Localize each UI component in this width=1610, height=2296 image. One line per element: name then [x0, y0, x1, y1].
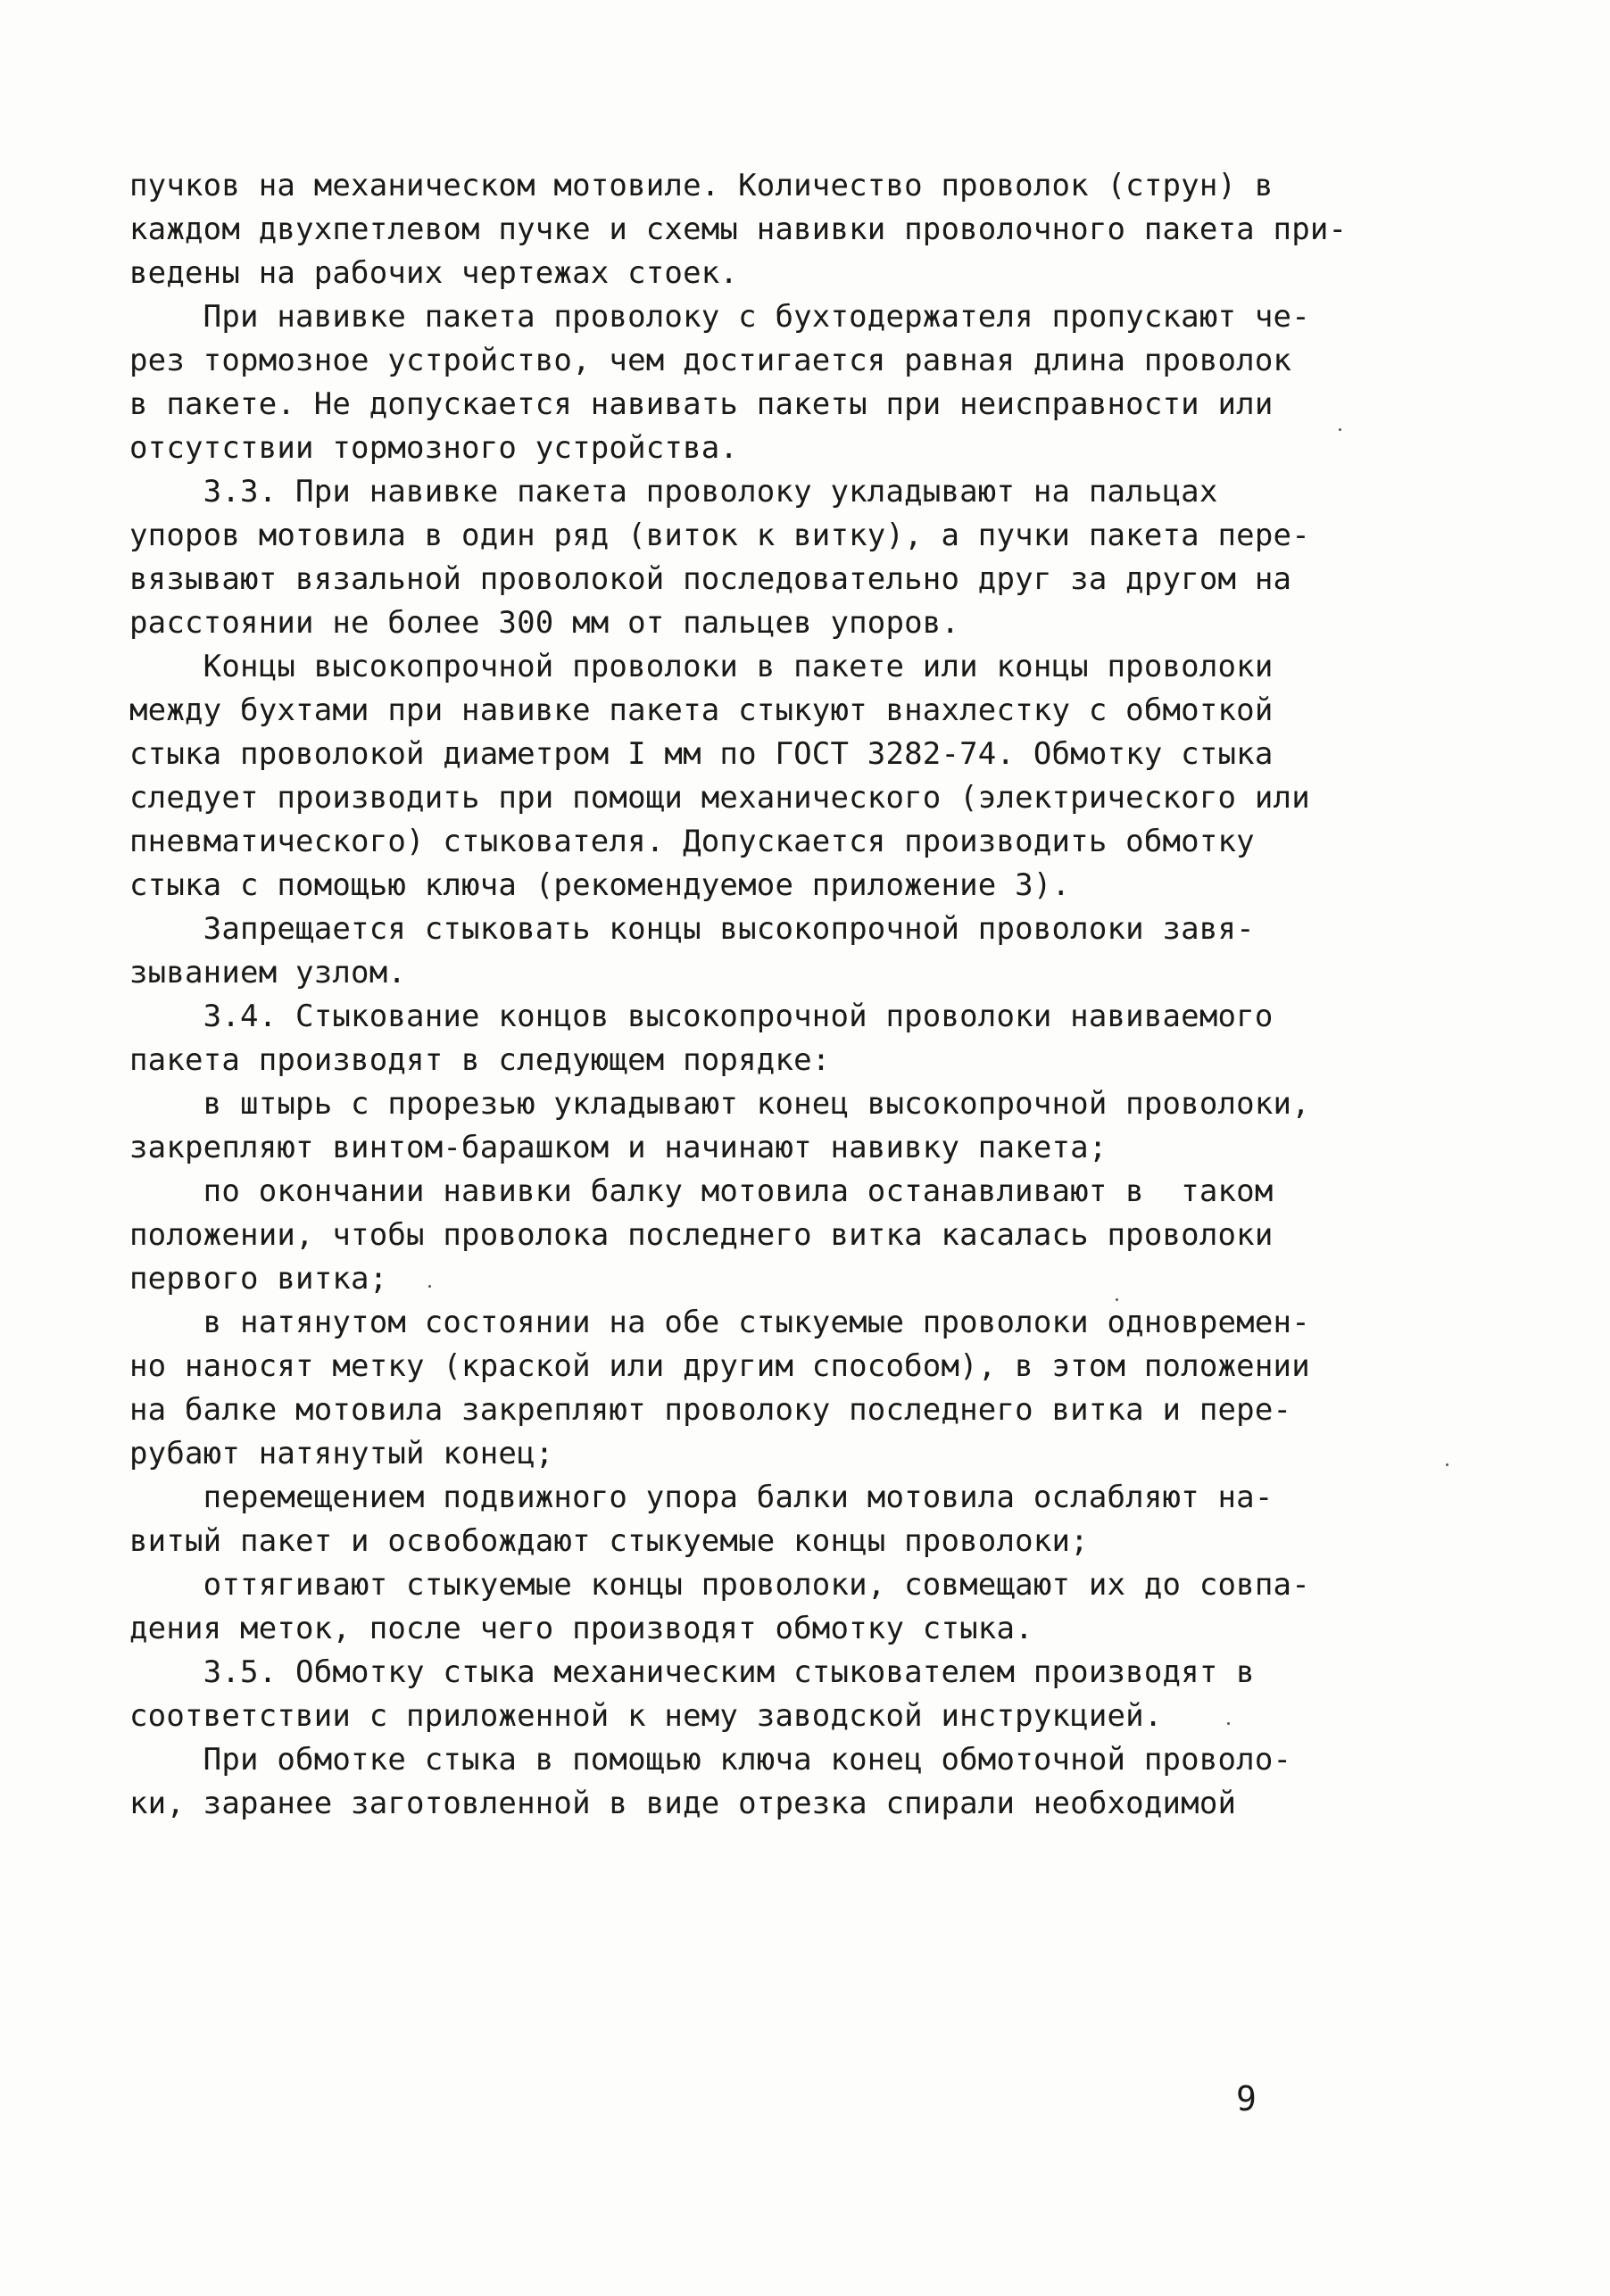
text-line: При обмотке стыка в помощью ключа конец обмоточной проволо- — [129, 1742, 1292, 1778]
text-line: зыванием узлом. — [129, 955, 407, 991]
text-line: расстоянии не более 300 мм от пальцев упоров. — [129, 605, 960, 641]
text-line: рубают натянутый конец; — [129, 1436, 554, 1471]
text-line: между бухтами при навивке пакета стыкуют внахлестку с обмоткой — [129, 692, 1274, 728]
text-line: ведены на рабочих чертежах стоек. — [129, 255, 739, 291]
text-line: на балке мотовила закрепляют проволоку последнего витка и пере- — [129, 1392, 1292, 1428]
text-line: первого витка; — [129, 1261, 388, 1297]
text-line: положении, чтобы проволока последнего витка касалась проволоки — [129, 1217, 1274, 1253]
text-line: 3.3. При навивке пакета проволоку укладывают на пальцах — [129, 474, 1218, 510]
text-line: в натянутом состоянии на обе стыкуемые проволоки одновремен- — [129, 1305, 1310, 1340]
text-line: стыка с помощью ключа (рекомендуемое приложение 3). — [129, 867, 1071, 903]
text-line: витый пакет и освобождают стыкуемые концы проволоки; — [129, 1523, 1089, 1559]
text-line: в пакете. Не допускается навивать пакеты при неисправности или — [129, 386, 1274, 422]
text-line: каждом двухпетлевом пучке и схемы навивки проволочного пакета при- — [129, 211, 1348, 247]
text-line: перемещением подвижного упора балки мотовила ослабляют на- — [129, 1480, 1274, 1515]
text-line: но наносят метку (краской или другим способом), в этом положении — [129, 1348, 1310, 1384]
text-line: следует производить при помощи механического (электрического или — [129, 780, 1310, 816]
text-line: оттягивают стыкуемые концы проволоки, совмещают их до совпа- — [129, 1567, 1310, 1603]
text-line: стыка проволокой диаметром I мм по ГОСТ 3282-74. Обмотку стыка — [129, 736, 1274, 772]
text-line: Концы высокопрочной проволоки в пакете или концы проволоки — [129, 649, 1274, 684]
text-line: Запрещается стыковать концы высокопрочной проволоки завя- — [129, 911, 1255, 947]
text-line: пакета производят в следующем порядке: — [129, 1042, 831, 1078]
text-line: 3.5. Обмотку стыка механическим стыкователем производят в — [129, 1654, 1255, 1690]
text-line: отсутствии тормозного устройства. — [129, 430, 739, 466]
text-line: в штырь с прорезью укладывают конец высокопрочной проволоки, — [129, 1086, 1310, 1122]
text-line: При навивке пакета проволоку с бухтодержателя пропускают че- — [129, 299, 1310, 335]
text-line: соответствии с приложенной к нему заводской инструкцией. — [129, 1698, 1163, 1734]
text-line: дения меток, после чего производят обмотку стыка. — [129, 1611, 1033, 1646]
page-number: 9 — [1236, 2079, 1257, 2118]
scan-speck — [1339, 428, 1341, 431]
text-line: ки, заранее заготовленной в виде отрезка спирали необходимой — [129, 1786, 1237, 1821]
text-line: 3.4. Стыкование концов высокопрочной проволоки навиваемого — [129, 999, 1274, 1034]
text-line: по окончании навивки балку мотовила останавливают в таком — [129, 1173, 1274, 1209]
text-line: вязывают вязальной проволокой последовательно друг за другом на — [129, 561, 1292, 597]
scan-speck — [1227, 1722, 1230, 1725]
text-line: рез тормозное устройство, чем достигается равная длина проволок — [129, 343, 1292, 378]
scan-speck — [428, 1285, 431, 1288]
text-line: пучков на механическом мотовиле. Количество проволок (струн) в — [129, 168, 1274, 203]
text-line: пневматического) стыкователя. Допускается производить обмотку — [129, 824, 1255, 859]
text-line: упоров мотовила в один ряд (виток к витку), а пучки пакета пере- — [129, 518, 1310, 553]
scan-speck — [1446, 1463, 1448, 1466]
scan-speck — [1116, 1298, 1118, 1301]
text-line: закрепляют винтом-барашком и начинают навивку пакета; — [129, 1130, 1108, 1165]
